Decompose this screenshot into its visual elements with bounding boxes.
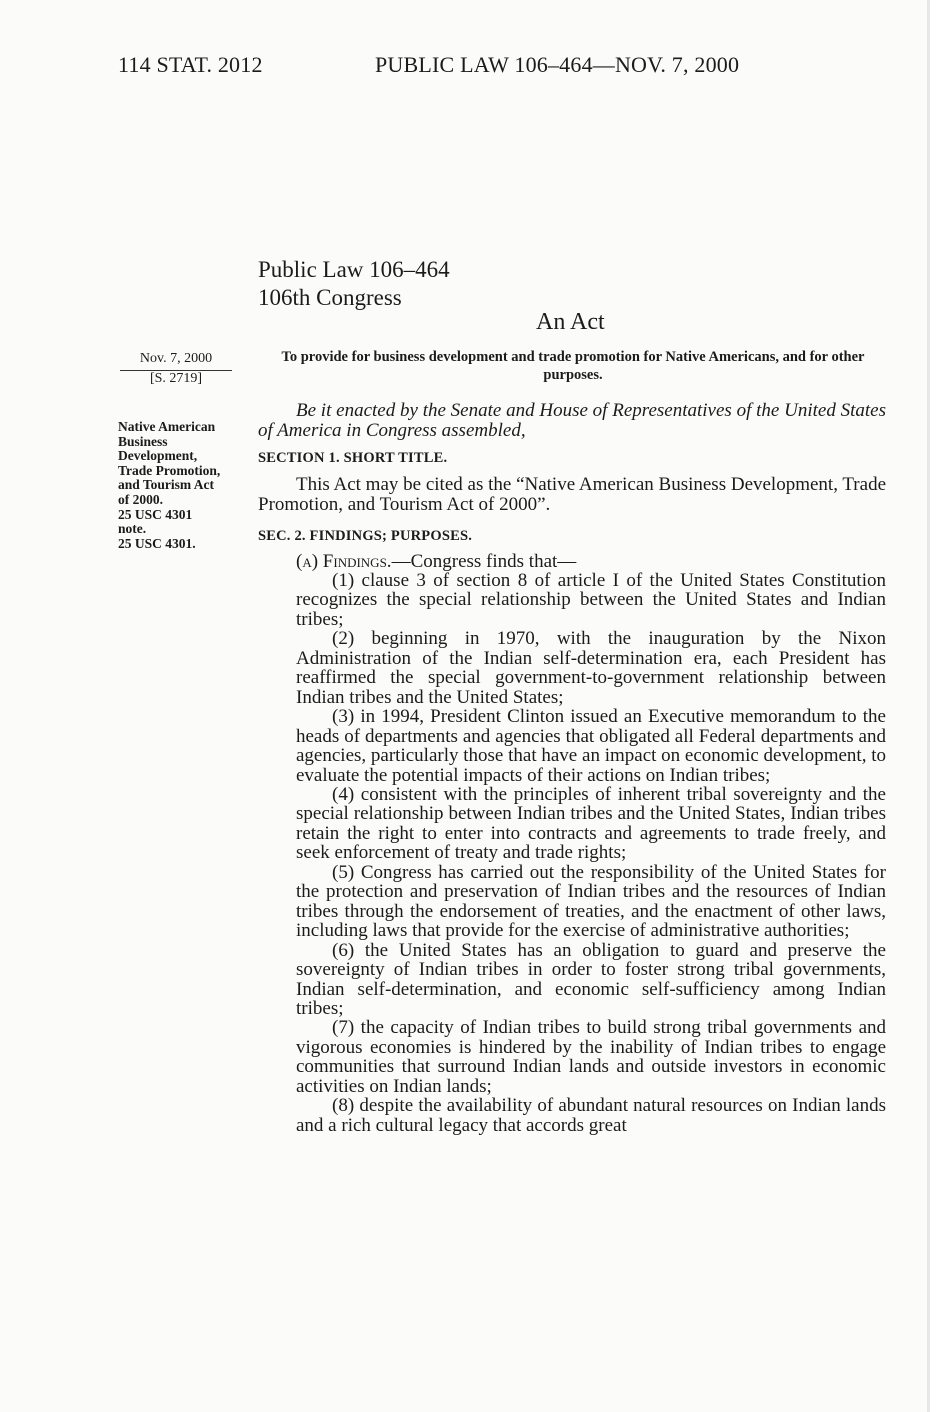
usc-citation: 25 USC 4301 [118, 506, 193, 522]
section-1-heading: SECTION 1. SHORT TITLE. [258, 450, 448, 466]
margin-note-line: Native American [118, 419, 216, 434]
margin-divider [120, 370, 232, 371]
finding-paragraph: (1) clause 3 of section 8 of article I of the United States Constitution recognizes the special relationship between the United States and Indian tribes; [296, 570, 886, 630]
page-margin [930, 0, 944, 1412]
public-law-title [258, 256, 450, 312]
finding-paragraph: (7) the capacity of Indian tribes to build strong tribal governments and vigorous economies is hindered by the inability of Indian tribes to engage communities that surround Indian lands and outside investors in economic activities on Indian lands; [296, 1017, 886, 1097]
congress-number: 106th Congress [258, 285, 402, 310]
enacting-clause: Be it enacted by the Senate and House of Representatives of the United States of America in Congress assembled, [258, 400, 886, 441]
finding-paragraph: (6) the United States has an obligation to guard and preserve the sovereignty of Indian tribes in order to foster strong tribal governments, Indian self-determination, and economic self-sufficiency among Indian tribes; [296, 939, 886, 1019]
finding-paragraph: (2) beginning in 1970, with the inauguration by the Nixon Administration of the Indian self-determination era, each President has reaffirmed the special government-to-government relationship between Indian tribes and the United States; [296, 628, 886, 708]
section-2-heading: SEC. 2. FINDINGS; PURPOSES. [258, 528, 473, 544]
act-title: An Act [536, 309, 605, 335]
subsection-text: —Congress finds that— [391, 551, 577, 572]
usc-citation-note: note. [118, 521, 147, 537]
margin-note-line: Trade Promotion, [118, 462, 221, 478]
margin-note [118, 420, 242, 551]
margin-note-line: Business [118, 433, 168, 449]
finding-paragraph: (4) consistent with the principles of inherent tribal sovereignty and the special relationship between Indian tribes and the United States, Indian tribes retain the right to enter into contracts and agreements to trade freely, and seek enforcement of treaty and trade rights; [296, 783, 886, 864]
statute-page-number: 114 STAT. 2012 [118, 52, 263, 77]
margin-note-line: Development, [118, 448, 198, 464]
margin-note-line: and Tourism Act [118, 477, 215, 493]
bill-number: [S. 2719] [149, 371, 203, 386]
margin-date-block [120, 349, 232, 389]
margin-note-line: of 2000. [118, 491, 163, 507]
public-law-header: PUBLIC LAW 106–464—NOV. 7, 2000 [375, 52, 740, 77]
enactment-date: Nov. 7, 2000 [139, 351, 213, 366]
findings-list [296, 571, 886, 1135]
usc-citation: 25 USC 4301. [118, 535, 196, 551]
finding-paragraph: (3) in 1994, President Clinton issued an Executive memorandum to the heads of departments and agencies that obligated all Federal departments and agencies, particularly those that have an impact on economic development, to evaluate the potential impacts of their actions on Indian tribes; [296, 706, 886, 786]
act-purpose: To provide for business development and trade promotion for Native Americans, and for other purposes. [281, 349, 865, 383]
finding-paragraph: (5) Congress has carried out the responsibility of the United States for the protection and preservation of Indian tribes and the resources of Indian tribes through the endorsement of treaties, and the enactment of other laws, including laws that provide for the exercise of administrative authorities; [296, 861, 886, 942]
public-law-number: Public Law 106–464 [258, 257, 450, 282]
short-title-text: This Act may be cited as the “Native American Business Development, Trade Promotion, and Tourism Act of 2000”. [258, 474, 886, 515]
finding-paragraph: (8) despite the availability of abundant natural resources on Indian lands and a rich cultural legacy that accords great [296, 1095, 886, 1136]
subsection-label: (a) Findings. [296, 551, 392, 572]
